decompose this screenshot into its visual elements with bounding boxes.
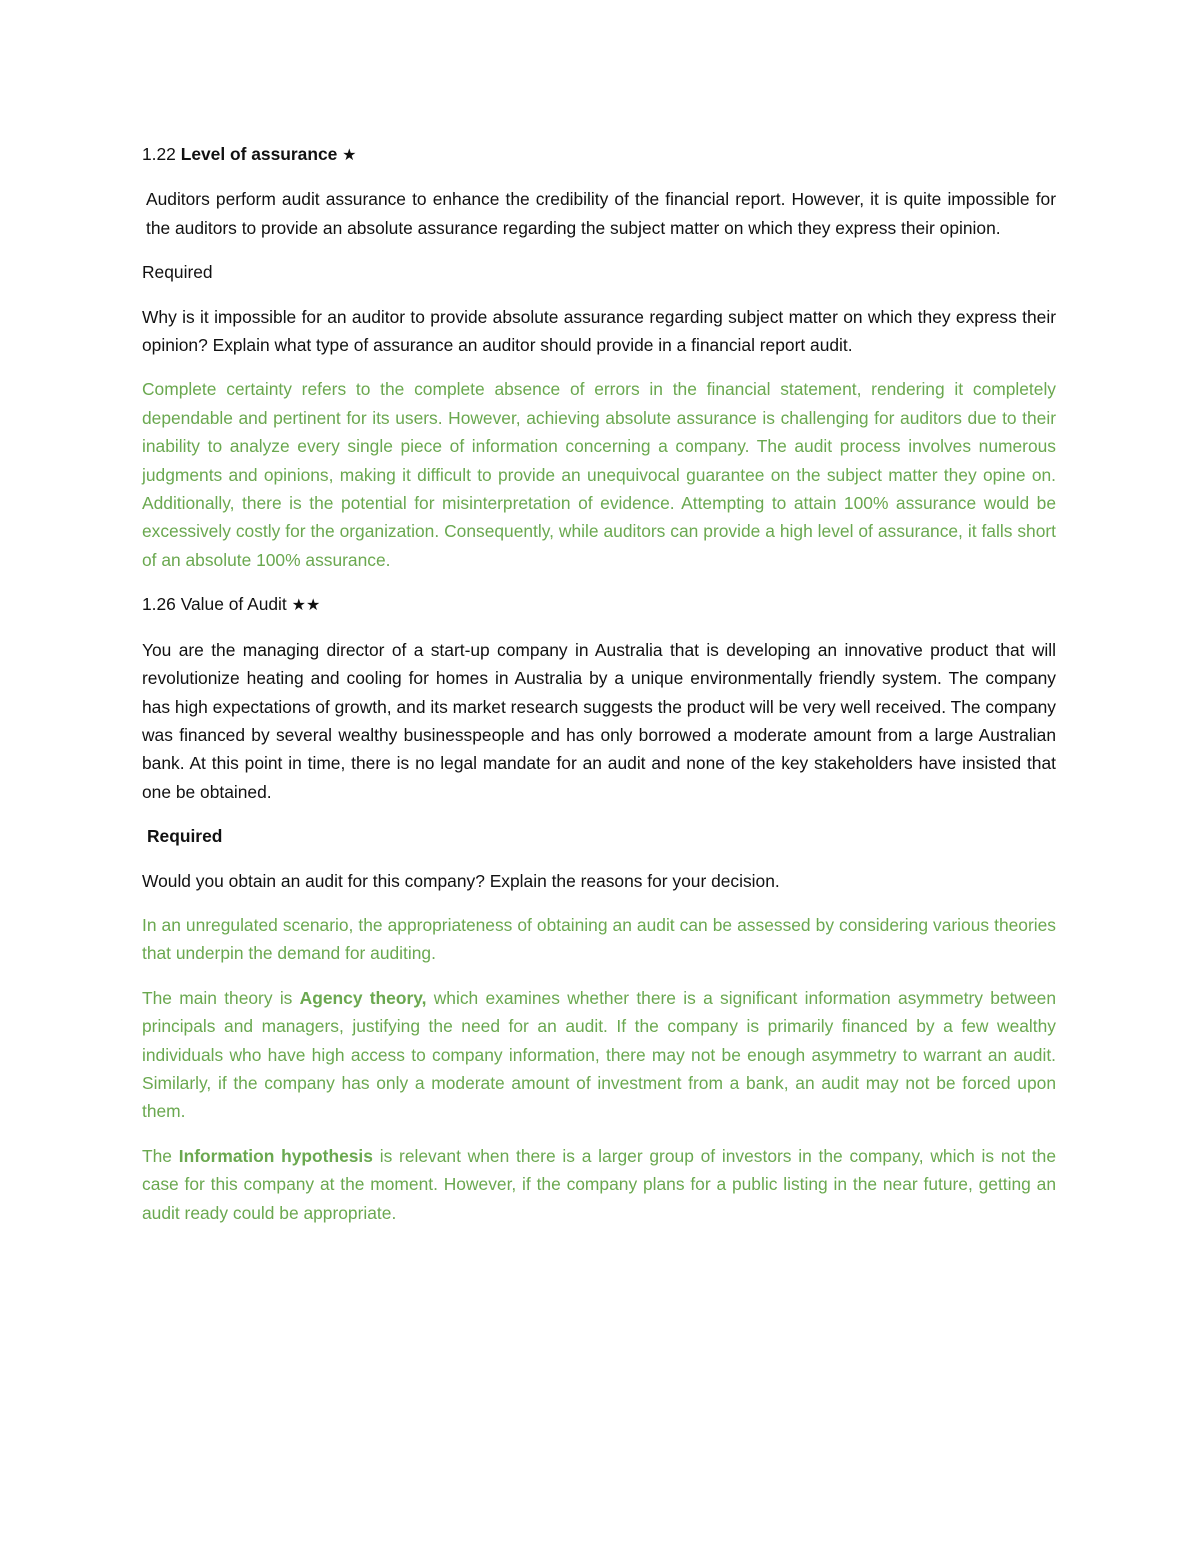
answer-paragraph: [142, 984, 1056, 1126]
required-label: Required: [147, 826, 223, 847]
star-icon: ★: [342, 145, 357, 164]
answer-text: The main theory is: [142, 987, 300, 1008]
scenario-paragraph: You are the managing director of a start-up company in Australia that is developing an innovative product that will revolutionize heating and cooling for homes in Australia by a unique environmentally friendly system. The company has high expectations of growth, and its market research suggests the product will be very well received. The company was financed by several wealthy businesspeople and has only borrowed a moderate amount from a large Australian bank. At this point in time, there is no legal mandate for an audit and none of the key stakeholders have insisted that one be obtained.: [142, 639, 1056, 802]
question-paragraph: Why is it impossible for an auditor to provide absolute assurance regarding subject matter on which they express their opinion? Explain what type of assurance an auditor should provide in a financial report audit.: [142, 306, 1056, 356]
answer-text: which examines whether there is a significant information asymmetry between principals and managers, justifying the need for an audit. If the company is primarily financed by a few wealthy individuals who have high access to company information, there may not be enough asymmetry to warrant an audit. Similarly, if the company has only a moderate amount of investment from a bank, an audit may not be forced upon them.: [142, 987, 1056, 1122]
section-heading-1-22: [142, 140, 1056, 169]
section-heading-1-26: [142, 590, 1056, 619]
required-label: Required: [142, 262, 213, 283]
agency-theory-term: Agency theory,: [299, 987, 427, 1008]
answer-paragraph: In an unregulated scenario, the appropriateness of obtaining an audit can be assessed by considering various theories that underpin the demand for auditing.: [142, 914, 1056, 964]
heading-title: Level of assurance: [180, 144, 338, 164]
star-icon: ★★: [291, 595, 321, 615]
heading-number: 1.26: [142, 594, 176, 615]
answer-text: The: [142, 1145, 179, 1166]
question-paragraph: Would you obtain an audit for this company? Explain the reasons for your decision.: [142, 870, 780, 891]
answer-text: is relevant when there is a larger group of investors in the company, which is not the case for this company at the moment. However, if the company plans for a public listing in the near future, getting an audit ready could be appropriate.: [142, 1145, 1056, 1223]
heading-title: Value of Audit: [180, 594, 287, 615]
answer-paragraph: Complete certainty refers to the complete absence of errors in the financial statement, rendering it completely dependable and pertinent for its users. However, achieving absolute assurance is challenging for auditors due to their inability to analyze every single piece of information concerning a company. The audit process involves numerous judgments and opinions, making it difficult to provide an unequivocal guarantee on the subject matter they opine on. Additionally, there is the potential for misinterpretation of evidence. Attempting to attain 100% assurance would be excessively costly for the organization. Consequently, while auditors can provide a high level of assurance, it falls short of an absolute 100% assurance.: [142, 379, 1056, 570]
information-hypothesis-term: Information hypothesis: [178, 1145, 373, 1166]
document-page: [142, 140, 1056, 1243]
answer-paragraph: [142, 1142, 1056, 1227]
heading-number: 1.22: [142, 144, 176, 164]
intro-paragraph: Auditors perform audit assurance to enhance the credibility of the financial report. However, it is quite impossible for the auditors to provide an absolute assurance regarding the subject matter on which they express their opinion.: [146, 189, 1056, 238]
